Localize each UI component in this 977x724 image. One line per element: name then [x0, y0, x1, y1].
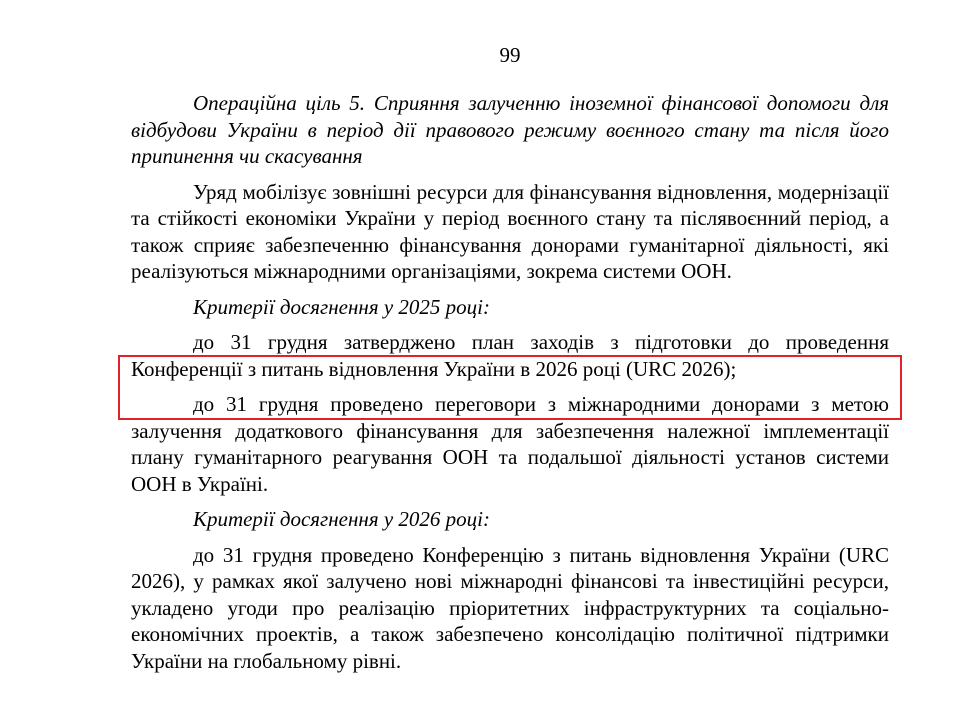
objective-description-paragraph: Уряд мобілізує зовнішні ресурси для фінансування відновлення, модернізації та стійкості економіки України у період воєнного стану та післявоєнний період, а також сприяє забезпеченню фінансування донорами гуманітарної діяльності, які реалізуються міжнародними організаціями, зокрема системи ООН. [131, 179, 889, 283]
criteria-2025-item-urc-plan: до 31 грудня затверджено план заходів з підготовки до проведення Конференції з питань відновлення України в 2026 році (URC 2026); [131, 330, 889, 381]
operational-objective-heading: Операційна ціль 5. Сприяння залученню іноземної фінансової допомоги для відбудови України в період дії правового режиму воєнного стану та після його припинення чи скасування [131, 91, 889, 168]
criteria-2026-item-urc-conference: до 31 грудня проведено Конференцію з питань відновлення України (URC 2026), у рамках якої залучено нові міжнародні фінансові та інвестиційні ресурси, укладено угоди про реалізацію пріоритетних інфраструктурних та соціально-економічних проектів, а також забезпечено консолідацію політичної підтримки України на глобальному рівні. [131, 542, 889, 673]
page-content [131, 90, 889, 674]
criteria-2025-heading: Критерії досягнення у 2025 році: [193, 294, 490, 319]
page-number: 99 [499, 43, 521, 67]
criteria-2026-heading: Критерії досягнення у 2026 році: [193, 507, 490, 531]
criteria-2025-item-donor-negotiations: до 31 грудня проведено переговори з міжнародними донорами з метою залучення додаткового фінансування для забезпечення належної імплементації плану гуманітарного реагування ООН та подальшої діяльності установ системи ООН в Україні. [131, 392, 889, 496]
